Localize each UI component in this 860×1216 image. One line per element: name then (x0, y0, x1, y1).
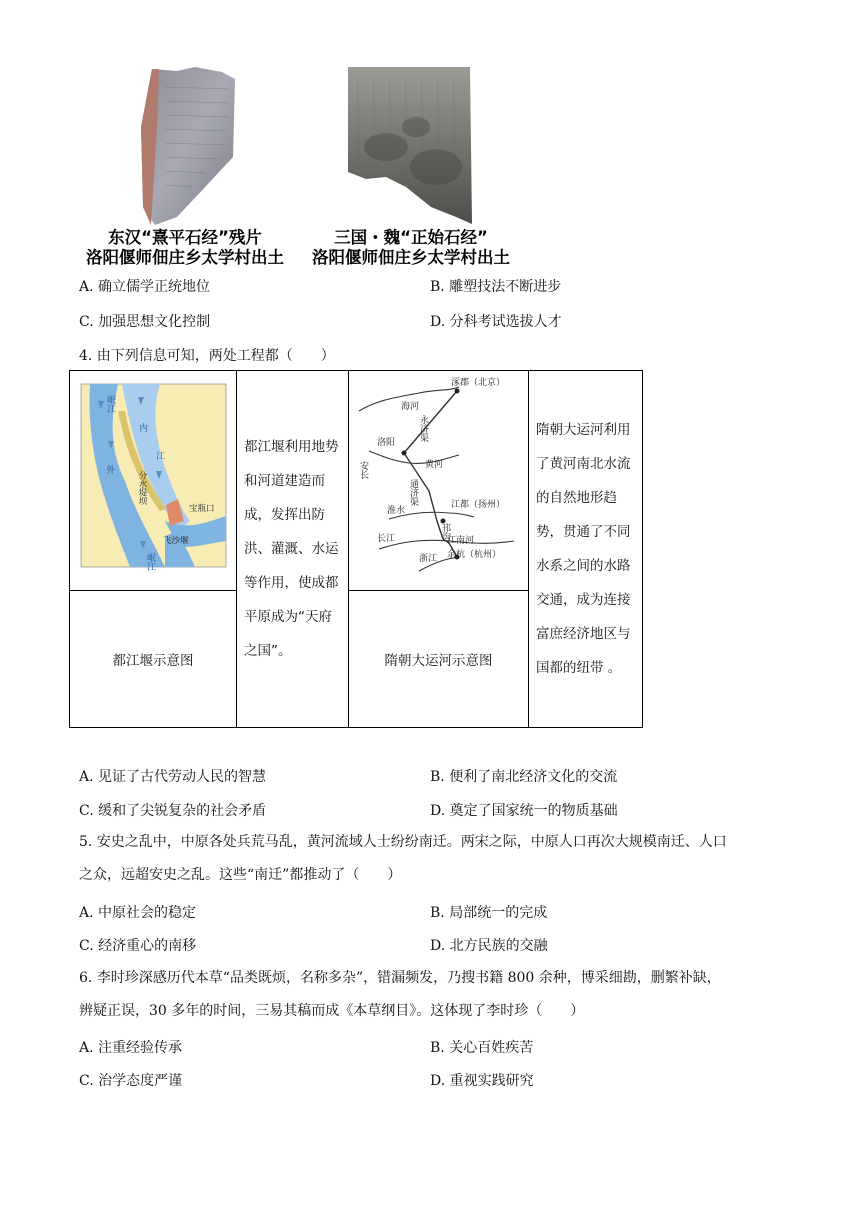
canal-caption: 隋朝大运河示意图 (384, 653, 493, 669)
map2-yongjiqu-line (404, 391, 457, 453)
q5-stem-line-2: 之众，远超安史之乱。这些“南迁”都推动了（ ） (79, 867, 402, 883)
map1-label-wai: 外 (106, 466, 116, 476)
q6-stem-line-2: 辨疑正误，30 多年的时间，三易其稿而成《本草纲目》。这体现了李时珍（ ） (79, 1003, 585, 1019)
q5-option-c: C. 经济重心的南移 (79, 938, 197, 954)
map1-label-minjiang-top: 岷江 (105, 395, 115, 413)
zhengshi-stone-shape (346, 67, 472, 224)
xiping-stone-fragment-image (137, 67, 237, 227)
xiping-stone-shape (137, 67, 237, 227)
q5-stem (79, 826, 789, 892)
zhengshi-stone-image (346, 67, 472, 224)
zhengshi-caption (296, 228, 526, 268)
q6-option-d: D. 重视实践研究 (430, 1073, 534, 1089)
q3-option-b: B. 雕塑技法不断进步 (430, 279, 562, 295)
q5-option-d: D. 北方民族的交融 (430, 938, 548, 954)
q4-option-d: D. 奠定了国家统一的物质基础 (430, 803, 618, 819)
zhengshi-caption-origin: 洛阳偃师佃庄乡太学村出土 (312, 248, 510, 267)
map2-huanghe-line (369, 451, 459, 463)
xiping-caption (70, 228, 300, 268)
dujiangyan-description-cell (237, 371, 349, 728)
map1-label-fenshui: 分水堤坝 (137, 471, 147, 505)
canal-description-cell (529, 371, 643, 728)
dujiangyan-map (70, 371, 236, 586)
q5-option-b: B. 局部统一的完成 (430, 905, 548, 921)
map2-label-zhejiang: 浙江 (419, 554, 438, 564)
xiping-caption-origin: 洛阳偃师佃庄乡太学村出土 (86, 248, 284, 267)
q6-stem (79, 962, 789, 1028)
q4-stem: 4. 由下列信息可知，两处工程都（ ） (79, 348, 335, 364)
canal-map-cell (349, 371, 529, 591)
map2-label-zhuojun: 涿郡（北京） (451, 378, 506, 388)
xiping-caption-title: 东汉“熹平石经”残片 (108, 228, 262, 247)
q5-stem-line-1: 5. 安史之乱中，中原各处兵荒马乱，黄河流域人士纷纷南迁。两宋之际，中原人口再次大规模南迁、人口 (79, 834, 727, 850)
map2-label-huaishui: 淮水 (387, 506, 406, 516)
q4-option-c: C. 缓和了尖锐复杂的社会矛盾 (79, 803, 267, 819)
map2-label-huanghe: 黄河 (425, 460, 444, 470)
map2-label-yuhang: 余杭（杭州） (447, 550, 502, 560)
map2-label-tongjiqu: 通济渠 (408, 479, 418, 506)
map1-label-minjiang-bottom: 岷江 (145, 553, 155, 571)
dujiangyan-caption: 都江堰示意图 (112, 653, 194, 669)
map2-luoyang-dot (402, 451, 407, 456)
q4-table (69, 370, 643, 728)
map2-label-changan: 安长 (358, 461, 368, 479)
map1-label-nei: 内 (139, 424, 149, 434)
q6-option-b: B. 关心百姓疾苦 (430, 1040, 534, 1056)
q5-option-a: A. 中原社会的稳定 (79, 905, 197, 921)
map2-label-changjiang: 长江 (377, 534, 396, 544)
grand-canal-map (349, 371, 528, 586)
q3-option-d: D. 分科考试选拔人才 (430, 314, 562, 330)
map2-label-yongjiqu: 永济渠 (418, 415, 428, 442)
map2-label-haihe: 海河 (401, 402, 420, 412)
map1-label-baopingkou: 宝瓶口 (189, 504, 215, 514)
q6-stem-line-1: 6. 李时珍深感历代本草“品类既烦，名称多杂”，错漏频发，乃搜书籍 800 余种，博采细勘，删繁补缺， (79, 970, 721, 986)
q3-option-c: C. 加强思想文化控制 (79, 314, 211, 330)
dujiangyan-map-cell (70, 371, 237, 591)
q3-option-a: A. 确立儒学正统地位 (79, 279, 211, 295)
map2-label-jiangnanhe: 江南河 (447, 536, 475, 546)
q6-option-a: A. 注重经验传承 (79, 1040, 183, 1056)
map1-label-feishayan: 飞沙堰 (163, 536, 189, 546)
dujiangyan-description: 都江堰利用地势和河道建造而成，发挥出防洪、灌溉、水运等作用，使成都平原成为“天府之国”。 (244, 439, 339, 659)
canal-description: 隋朝大运河利用了黄河南北水流的自然地形趋势，贯通了不同水系之间的水路交通，成为连接富庶经济地区与国都的纽带 。 (536, 422, 631, 676)
map2-label-hangou: 邗沟 (440, 523, 450, 541)
map2-label-jiangdu: 江都（扬州） (451, 500, 506, 510)
q4-option-b: B. 便利了南北经济文化的交流 (430, 769, 618, 785)
canal-caption-cell (349, 591, 529, 728)
map1-label-jiang: 江 (156, 452, 166, 462)
zhengshi-caption-title: 三国・魏“正始石经” (334, 228, 488, 247)
map2-zhuojun-dot (455, 389, 460, 394)
q6-option-c: C. 治学态度严谨 (79, 1073, 183, 1089)
q4-option-a: A. 见证了古代劳动人民的智慧 (79, 769, 267, 785)
dujiangyan-caption-cell (70, 591, 237, 728)
map2-label-luoyang: 洛阳 (377, 438, 396, 448)
